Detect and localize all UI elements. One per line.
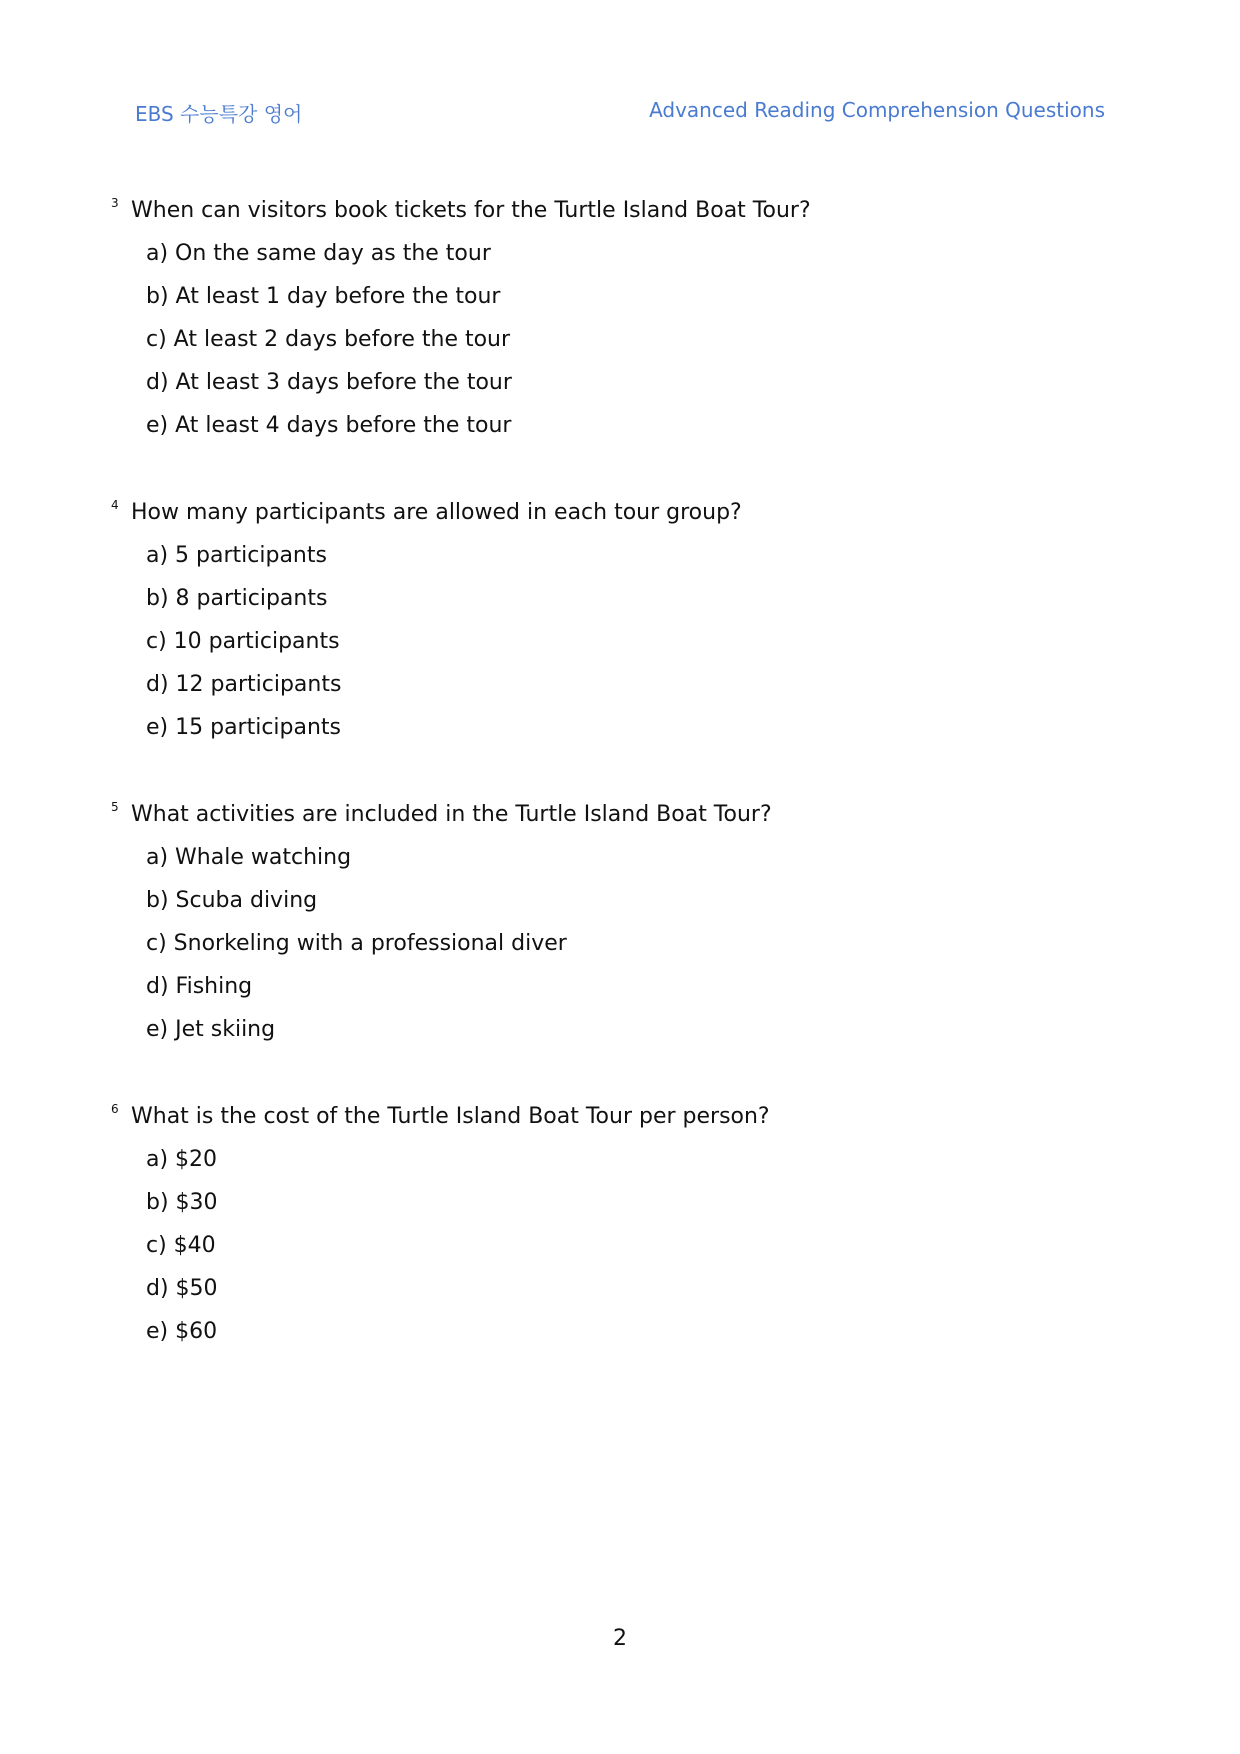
question-text: How many participants are allowed in each tour group? — [131, 500, 742, 525]
question-6 — [111, 1102, 1111, 1360]
question-3 — [111, 196, 1111, 454]
question-text: What activities are included in the Turtle Island Boat Tour? — [131, 802, 772, 827]
option-c: c) Snorkeling with a professional diver — [146, 931, 567, 956]
question-number: 6 — [111, 1102, 119, 1116]
option-list — [111, 239, 1111, 454]
option-a: a) Whale watching — [146, 845, 352, 870]
option-b: b) Scuba diving — [146, 888, 318, 913]
question-stem — [111, 800, 1111, 843]
question-4 — [111, 498, 1111, 756]
option-c: c) 10 participants — [146, 629, 340, 654]
option-list — [111, 843, 1111, 1058]
option-d: d) 12 participants — [146, 672, 342, 697]
page-header — [135, 98, 1105, 128]
option-d: d) At least 3 days before the tour — [146, 370, 512, 395]
question-number: 5 — [111, 800, 119, 814]
question-text: What is the cost of the Turtle Island Boat Tour per person? — [131, 1104, 770, 1129]
option-c: c) $40 — [146, 1233, 216, 1258]
question-list — [111, 196, 1111, 1404]
option-e: e) At least 4 days before the tour — [146, 413, 512, 438]
option-e: e) 15 participants — [146, 715, 342, 740]
option-d: d) Fishing — [146, 974, 253, 999]
question-stem — [111, 196, 1111, 239]
question-stem — [111, 498, 1111, 541]
page-number: 2 — [613, 1626, 627, 1651]
option-a: a) 5 participants — [146, 543, 327, 568]
option-list — [111, 541, 1111, 756]
option-a: a) $20 — [146, 1147, 218, 1172]
option-e: e) Jet skiing — [146, 1017, 276, 1042]
question-stem — [111, 1102, 1111, 1145]
option-c: c) At least 2 days before the tour — [146, 327, 511, 352]
question-number: 4 — [111, 498, 119, 512]
option-e: e) $60 — [146, 1319, 218, 1344]
option-d: d) $50 — [146, 1276, 218, 1301]
option-a: a) On the same day as the tour — [146, 241, 491, 266]
header-title: EBS 수능특강 영어 — [135, 102, 303, 126]
question-text: When can visitors book tickets for the Turtle Island Boat Tour? — [131, 198, 811, 223]
option-b: b) $30 — [146, 1190, 218, 1215]
option-b: b) At least 1 day before the tour — [146, 284, 501, 309]
option-list — [111, 1145, 1111, 1360]
option-b: b) 8 participants — [146, 586, 328, 611]
question-5 — [111, 800, 1111, 1058]
question-number: 3 — [111, 196, 119, 210]
header-subtitle: Advanced Reading Comprehension Questions — [649, 98, 1105, 122]
